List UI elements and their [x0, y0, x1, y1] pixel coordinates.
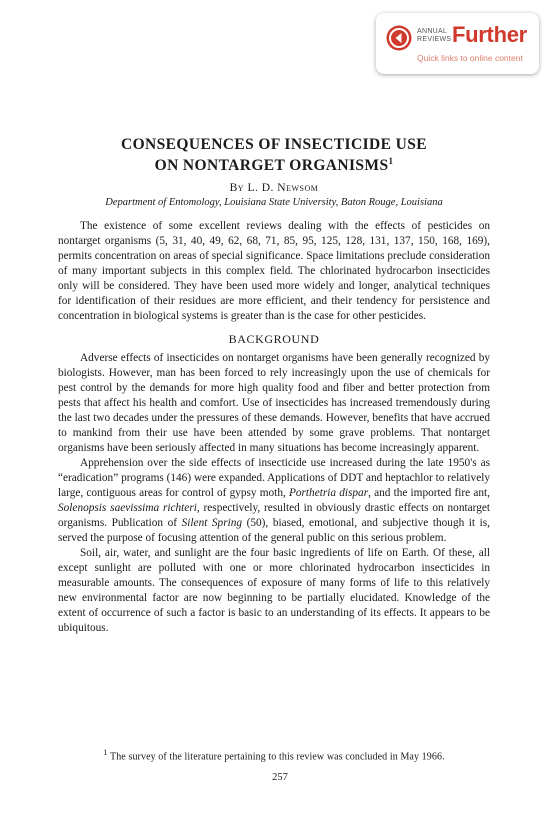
intro-paragraph: The existence of some excellent reviews dealing with the effects of pesticides on nontarget organisms (5, 31, 40, 49, 62, 68, 71, 85, 95, 125, 128, 131, 137, 150, 168, 169), permits concentration on areas of special significance. Space limitations preclude consideration of many important subjects in this complex field. The chlorinated hydrocarbon insecticides only will be considered. They have been used more widely and longer, analytical techniques for identification of their residues are more efficient, and their tendency for persistence and concentration in biological systems is greater than is the case for other pesticides.	[58, 220, 490, 323]
title-footnote-mark: 1	[388, 156, 394, 166]
background-paragraph-2	[58, 456, 490, 546]
annual-reviews-further-link[interactable]	[376, 13, 539, 74]
page-number: 257	[272, 772, 288, 783]
author-line	[58, 182, 490, 194]
title-line-2	[58, 153, 490, 174]
book-title: Silent Spring	[181, 517, 243, 530]
bg-p2-part-c: , respectively, resulted in obviously drastic effects on nontarget organisms. Publication of	[58, 502, 490, 530]
badge-further-label: Further	[452, 22, 527, 47]
footnote-text: The survey of the literature pertaining to this review was concluded in May 1966.	[110, 751, 445, 763]
title-line-2-text: ON NONTARGET ORGANISMS	[154, 157, 389, 175]
species-gypsy-moth: Porthetria dispar	[288, 487, 369, 500]
badge-reviews: REVIEWS	[417, 36, 452, 43]
footnote	[58, 748, 490, 762]
footnote-mark: 1	[103, 748, 108, 757]
annual-reviews-wordmark	[417, 28, 451, 44]
play-arrow-icon	[386, 25, 412, 51]
background-paragraph-3: Soil, air, water, and sunlight are the four basic ingredients of life on Earth. Of these, all except sunlight are polluted with one or more chlorinated hydrocarbon insecticides in measurable amounts. The consequences of exposure of many forms of life to this relatively new environmental factor are now beginning to be partially elucidated. Knowledge of the extent of occurrence of such a factor is basic to an understanding of its effects. It appears to be ubiquitous.	[58, 547, 490, 635]
bg-p2-part-a: Apprehension over the side effects of insecticide use increased during the late 1950's as “eradication” programs (146) were expanded. Applications of DDT and heptachlor to relatively large, contiguous areas for control of gypsy moth,	[58, 457, 490, 500]
author-prefix: By	[229, 182, 245, 195]
section-heading: BACKGROUND	[228, 332, 320, 347]
article-title	[58, 136, 490, 174]
title-line-1: CONSEQUENCES OF INSECTICIDE USE	[121, 136, 427, 153]
bg-p2-part-d: (50), biased, emotional, and subjective though it is, served the purpose of focusing attention of the general public on this serious problem.	[58, 517, 490, 545]
badge-annual: ANNUAL	[417, 28, 448, 35]
author-affiliation: Department of Entomology, Louisiana State University, Baton Rouge, Louisiana	[105, 197, 443, 209]
background-paragraph-1: Adverse effects of insecticides on nontarget organisms have been generally recognized by biologists. However, man has been forced to rely increasingly upon the use of chemicals for pest control by the demands for more high quality food and fiber and better protection from pests that affect his health and comfort. Use of insecticides has increased tremendously during the last two decades under the pressures of these demands. However, benefits that have accrued to mankind from their use have been attended by some grave problems. That nontarget organisms have been seriously affected in many situations has become increasingly apparent.	[58, 352, 490, 455]
bg-p2-part-b: , and the imported fire ant,	[368, 487, 490, 500]
author-name: L. D. Newsom	[247, 182, 319, 195]
article	[58, 136, 490, 636]
badge-subtitle: Quick links to online content	[417, 53, 523, 63]
species-fire-ant: Solenopsis saevissima richteri	[58, 502, 197, 515]
